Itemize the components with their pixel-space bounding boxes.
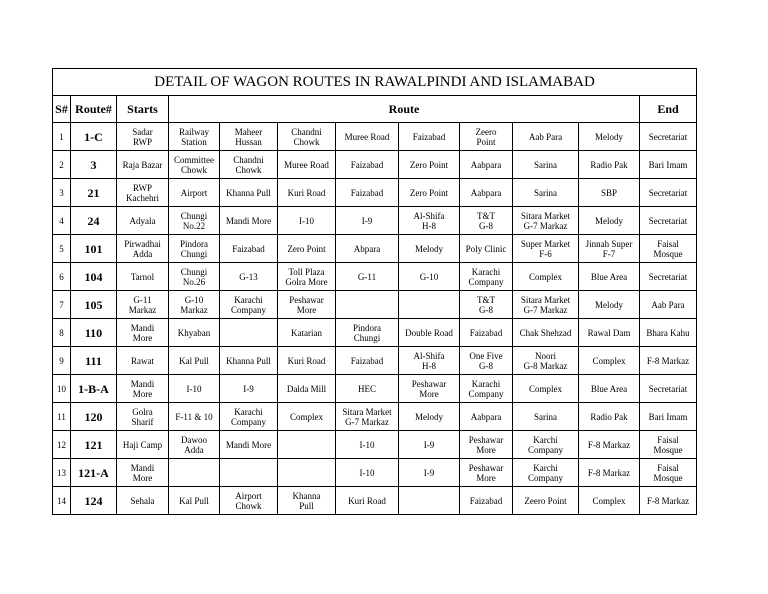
row-start-stop: Raja Bazar — [117, 151, 169, 179]
row-route-stop: Zero Point — [278, 235, 336, 263]
row-route-stop: Faizabad — [220, 235, 278, 263]
table-row — [53, 375, 697, 403]
row-route-stop: Aabpara — [460, 403, 513, 431]
row-end-stop: Aab Para — [640, 291, 697, 319]
row-route-stop: Sitara Market G-7 Markaz — [513, 291, 579, 319]
row-route-stop: Zero Point — [399, 179, 460, 207]
row-route-stop: Faizabad — [399, 123, 460, 151]
table-row — [53, 431, 697, 459]
row-route-stop: Sitara Market G-7 Markaz — [336, 403, 399, 431]
row-route-number: 121-A — [71, 459, 117, 487]
row-start-stop: RWP Kachehri — [117, 179, 169, 207]
row-route-number: 104 — [71, 263, 117, 291]
row-route-stop: Toll Plaza Golra More — [278, 263, 336, 291]
row-route-stop — [220, 459, 278, 487]
row-route-stop: Peshawar More — [460, 431, 513, 459]
row-route-stop: Karachi Company — [220, 403, 278, 431]
row-route-stop: Al-Shifa H-8 — [399, 347, 460, 375]
row-end-stop: Secretariat — [640, 375, 697, 403]
row-route-stop: Chak Shehzad — [513, 319, 579, 347]
row-route-stop: Melody — [399, 235, 460, 263]
row-route-stop: Kuri Road — [278, 179, 336, 207]
table-row — [53, 179, 697, 207]
row-route-number: 3 — [71, 151, 117, 179]
header-route: Route — [169, 96, 640, 123]
row-route-stop: Complex — [278, 403, 336, 431]
table-row — [53, 263, 697, 291]
row-route-number: 124 — [71, 487, 117, 515]
row-route-stop — [336, 291, 399, 319]
row-start-stop: Sadar RWP — [117, 123, 169, 151]
row-route-number: 111 — [71, 347, 117, 375]
row-route-stop: Peshawar More — [399, 375, 460, 403]
row-route-stop: Zeero Point — [513, 487, 579, 515]
wagon-routes-table — [52, 68, 697, 515]
row-route-number: 101 — [71, 235, 117, 263]
header-sn: S# — [53, 96, 71, 123]
row-route-stop: Chungi No.26 — [169, 263, 220, 291]
row-serial-number: 4 — [53, 207, 71, 235]
row-route-stop: G-11 — [336, 263, 399, 291]
row-route-stop — [278, 431, 336, 459]
row-route-stop: Sarina — [513, 179, 579, 207]
row-route-stop: Zero Point — [399, 151, 460, 179]
row-serial-number: 7 — [53, 291, 71, 319]
row-route-stop: Radio Pak — [579, 403, 640, 431]
row-route-stop: One Five G-8 — [460, 347, 513, 375]
table-row — [53, 319, 697, 347]
row-route-stop: Sitara Market G-7 Markaz — [513, 207, 579, 235]
row-start-stop: Golra Sharif — [117, 403, 169, 431]
row-serial-number: 9 — [53, 347, 71, 375]
row-serial-number: 2 — [53, 151, 71, 179]
row-route-stop: Kal Pull — [169, 487, 220, 515]
row-end-stop: Secretariat — [640, 179, 697, 207]
row-route-stop: Dawoo Adda — [169, 431, 220, 459]
row-route-stop: T&T G-8 — [460, 291, 513, 319]
row-end-stop: Faisal Mosque — [640, 235, 697, 263]
row-start-stop: G-11 Markaz — [117, 291, 169, 319]
row-route-stop: Karachi Company — [220, 291, 278, 319]
row-route-stop: Muree Road — [336, 123, 399, 151]
row-route-stop: Complex — [513, 263, 579, 291]
row-route-stop: F-8 Markaz — [579, 459, 640, 487]
row-route-stop: Kuri Road — [278, 347, 336, 375]
row-route-stop — [399, 487, 460, 515]
row-serial-number: 12 — [53, 431, 71, 459]
row-route-stop: Sarina — [513, 403, 579, 431]
row-route-stop: Melody — [579, 123, 640, 151]
row-route-stop: Kuri Road — [336, 487, 399, 515]
row-route-stop: Abpara — [336, 235, 399, 263]
row-end-stop: Faisal Mosque — [640, 431, 697, 459]
table-row — [53, 291, 697, 319]
row-route-stop: Rawal Dam — [579, 319, 640, 347]
table-row — [53, 151, 697, 179]
row-route-number: 110 — [71, 319, 117, 347]
row-route-stop: Chandni Chowk — [278, 123, 336, 151]
row-end-stop: Bari Imam — [640, 151, 697, 179]
row-route-stop: Super Market F-6 — [513, 235, 579, 263]
row-route-stop: Khanna Pull — [220, 347, 278, 375]
row-end-stop: Secretariat — [640, 123, 697, 151]
row-serial-number: 14 — [53, 487, 71, 515]
row-route-stop: T&T G-8 — [460, 207, 513, 235]
row-end-stop: F-8 Markaz — [640, 347, 697, 375]
row-route-stop: G-10 Markaz — [169, 291, 220, 319]
table-row — [53, 235, 697, 263]
row-route-stop: I-9 — [220, 375, 278, 403]
row-serial-number: 13 — [53, 459, 71, 487]
table-row — [53, 459, 697, 487]
row-route-stop: Karchi Company — [513, 431, 579, 459]
row-route-stop: Katarian — [278, 319, 336, 347]
row-route-stop: Poly Clinic — [460, 235, 513, 263]
row-route-stop: Aabpara — [460, 151, 513, 179]
row-start-stop: Mandi More — [117, 319, 169, 347]
row-route-stop: Airport Chowk — [220, 487, 278, 515]
row-route-stop: Faizabad — [336, 179, 399, 207]
row-end-stop: Bhara Kahu — [640, 319, 697, 347]
row-route-stop: Railway Station — [169, 123, 220, 151]
table-row — [53, 487, 697, 515]
row-route-stop — [220, 319, 278, 347]
row-route-stop: Al-Shifa H-8 — [399, 207, 460, 235]
row-start-stop: Haji Camp — [117, 431, 169, 459]
row-route-stop: G-13 — [220, 263, 278, 291]
row-route-stop: Maheer Hussan — [220, 123, 278, 151]
row-end-stop: Faisal Mosque — [640, 459, 697, 487]
row-route-stop: G-10 — [399, 263, 460, 291]
row-route-number: 121 — [71, 431, 117, 459]
row-start-stop: Pirwadhai Adda — [117, 235, 169, 263]
row-route-stop — [278, 459, 336, 487]
row-serial-number: 10 — [53, 375, 71, 403]
row-route-stop: Noori G-8 Markaz — [513, 347, 579, 375]
row-route-stop: Dalda Mill — [278, 375, 336, 403]
row-serial-number: 8 — [53, 319, 71, 347]
row-route-number: 1-B-A — [71, 375, 117, 403]
header-starts: Starts — [117, 96, 169, 123]
row-route-stop: F-11 & 10 — [169, 403, 220, 431]
row-serial-number: 5 — [53, 235, 71, 263]
row-serial-number: 11 — [53, 403, 71, 431]
row-serial-number: 6 — [53, 263, 71, 291]
row-route-stop: Sarina — [513, 151, 579, 179]
row-route-number: 105 — [71, 291, 117, 319]
row-route-stop: Faizabad — [336, 347, 399, 375]
row-route-stop: Mandi More — [220, 431, 278, 459]
row-serial-number: 3 — [53, 179, 71, 207]
row-start-stop: Tarnol — [117, 263, 169, 291]
row-route-stop: Jinnah Super F-7 — [579, 235, 640, 263]
table-row — [53, 403, 697, 431]
row-route-stop: Khyaban — [169, 319, 220, 347]
row-route-stop: Zeero Point — [460, 123, 513, 151]
row-route-stop — [169, 459, 220, 487]
row-route-stop: Khanna Pull — [220, 179, 278, 207]
row-route-stop: Committee Chowk — [169, 151, 220, 179]
row-route-stop: I-10 — [278, 207, 336, 235]
row-end-stop: F-8 Markaz — [640, 487, 697, 515]
row-route-stop: Pindora Chungi — [336, 319, 399, 347]
row-route-stop: Pindora Chungi — [169, 235, 220, 263]
row-route-stop: Muree Road — [278, 151, 336, 179]
row-end-stop: Secretariat — [640, 263, 697, 291]
row-route-stop: Peshawar More — [278, 291, 336, 319]
row-route-stop: Khanna Pull — [278, 487, 336, 515]
row-start-stop: Sehala — [117, 487, 169, 515]
row-route-stop: Kal Pull — [169, 347, 220, 375]
header-route-number: Route# — [71, 96, 117, 123]
row-route-stop: Radio Pak — [579, 151, 640, 179]
row-route-number: 24 — [71, 207, 117, 235]
row-end-stop: Bari Imam — [640, 403, 697, 431]
table-row — [53, 123, 697, 151]
row-route-stop: I-9 — [336, 207, 399, 235]
row-route-stop: Blue Area — [579, 263, 640, 291]
row-route-stop: Peshawar More — [460, 459, 513, 487]
row-route-stop: Double Road — [399, 319, 460, 347]
row-end-stop: Secretariat — [640, 207, 697, 235]
header-end: End — [640, 96, 697, 123]
row-start-stop: Mandi More — [117, 375, 169, 403]
row-route-stop: I-10 — [336, 431, 399, 459]
row-route-stop: Chandni Chowk — [220, 151, 278, 179]
row-route-stop: Melody — [579, 291, 640, 319]
table-title: DETAIL OF WAGON ROUTES IN RAWALPINDI AND ISLAMABAD — [53, 69, 697, 96]
row-route-stop: Karachi Company — [460, 375, 513, 403]
row-route-stop: I-9 — [399, 459, 460, 487]
table-row — [53, 347, 697, 375]
row-route-stop: Complex — [513, 375, 579, 403]
row-serial-number: 1 — [53, 123, 71, 151]
row-start-stop: Mandi More — [117, 459, 169, 487]
row-route-stop: Melody — [579, 207, 640, 235]
row-route-stop: Complex — [579, 487, 640, 515]
row-start-stop: Rawat — [117, 347, 169, 375]
row-route-stop: I-9 — [399, 431, 460, 459]
row-route-stop: Mandi More — [220, 207, 278, 235]
row-route-number: 1-C — [71, 123, 117, 151]
row-route-stop: Complex — [579, 347, 640, 375]
row-route-stop: Faizabad — [460, 319, 513, 347]
row-route-stop: HEC — [336, 375, 399, 403]
row-route-stop: I-10 — [336, 459, 399, 487]
row-route-stop: Aabpara — [460, 179, 513, 207]
row-route-stop: Airport — [169, 179, 220, 207]
row-route-stop: Melody — [399, 403, 460, 431]
row-route-stop — [399, 291, 460, 319]
row-route-number: 120 — [71, 403, 117, 431]
row-route-stop: Aab Para — [513, 123, 579, 151]
table-row — [53, 207, 697, 235]
row-route-stop: Faizabad — [460, 487, 513, 515]
row-route-stop: Karachi Company — [460, 263, 513, 291]
row-route-stop: Chungi No.22 — [169, 207, 220, 235]
row-route-stop: Blue Area — [579, 375, 640, 403]
row-route-stop: Faizabad — [336, 151, 399, 179]
row-start-stop: Adyala — [117, 207, 169, 235]
row-route-stop: Karchi Company — [513, 459, 579, 487]
row-route-stop: SBP — [579, 179, 640, 207]
row-route-number: 21 — [71, 179, 117, 207]
row-route-stop: F-8 Markaz — [579, 431, 640, 459]
row-route-stop: I-10 — [169, 375, 220, 403]
